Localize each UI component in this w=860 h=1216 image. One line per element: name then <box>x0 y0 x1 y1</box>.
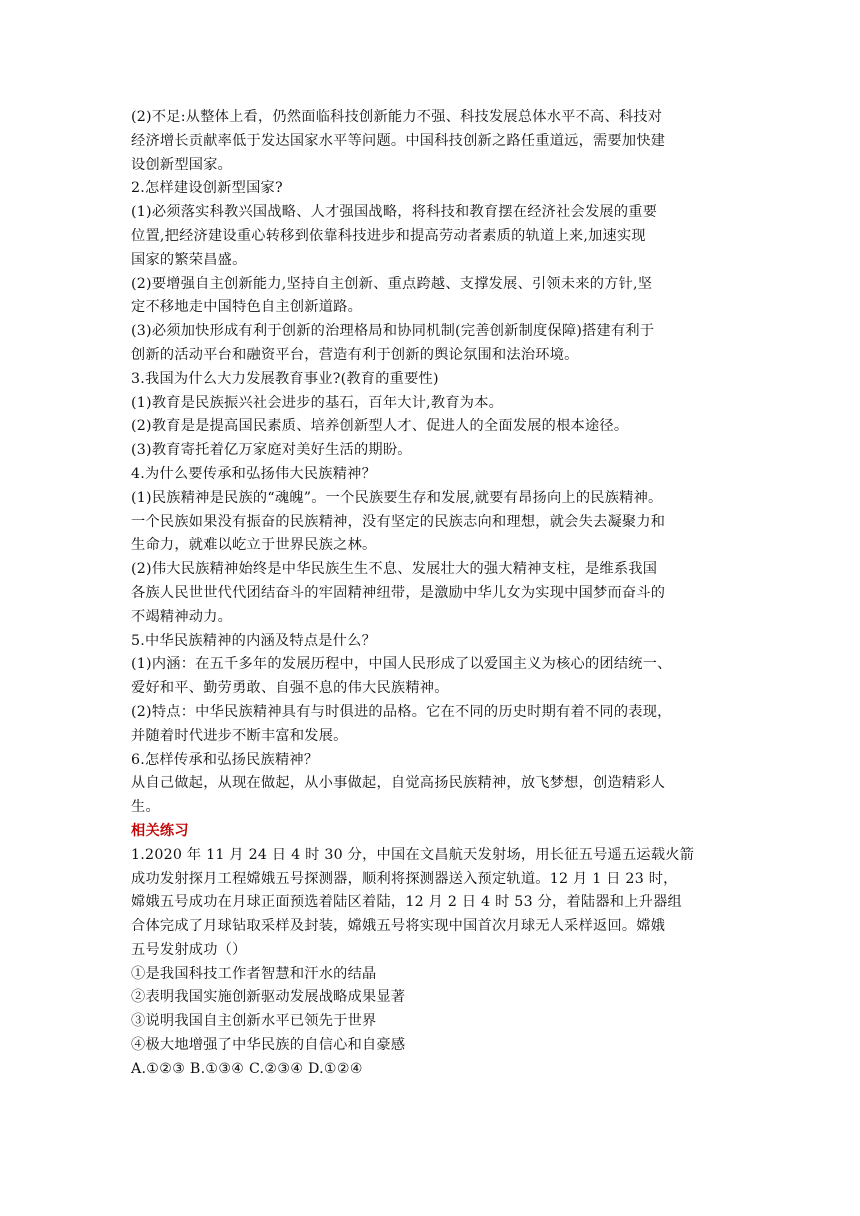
text-line: 设创新型国家。 <box>131 156 233 173</box>
practice-heading: 相关练习 <box>131 822 189 839</box>
text-line: (2)教育是是提高国民素质、培养创新型人才、促进人的全面发展的根本途径。 <box>131 418 629 435</box>
text-line: 位置,把经济建设重心转移到依靠科技进步和提高劳动者素质的轨道上来,加速实现 <box>131 227 646 244</box>
text-line: 爱好和平、勤劳勇敢、自强不息的伟大民族精神。 <box>131 680 449 697</box>
practice-question <box>131 844 731 1082</box>
question-line: ①是我国科技工作者智慧和汗水的结晶 <box>131 965 377 982</box>
text-line: 从自己做起，从现在做起，从小事做起，自觉高扬民族精神，放飞梦想，创造精彩人 <box>131 775 666 792</box>
text-line: (2)伟大民族精神始终是中华民族生生不息、发展壮大的强大精神支柱，是维系我国 <box>131 561 658 578</box>
text-line: 创新的活动平台和融资平台，营造有利于创新的舆论氛围和法治环境。 <box>131 346 579 363</box>
question-line: ④极大地增强了中华民族的自信心和自豪感 <box>131 1037 406 1054</box>
text-line: 生。 <box>131 799 160 816</box>
text-line: (2)不足:从整体上看，仍然面临科技创新能力不强、科技发展总体水平不高、科技对 <box>131 109 663 125</box>
text-line: 并随着时代进步不断丰富和发展。 <box>131 727 348 744</box>
text-line: (2)要增强自主创新能力,坚持自主创新、重点跨越、支撑发展、引领未来的方针,坚 <box>131 275 653 292</box>
text-line: 不竭精神动力。 <box>131 608 233 625</box>
text-line: (3)教育寄托着亿万家庭对美好生活的期盼。 <box>131 442 412 459</box>
text-line: 生命力，就难以屹立于世界民族之林。 <box>131 537 377 554</box>
text-line: 2.怎样建设创新型国家? <box>131 180 283 197</box>
text-line: 定不移地走中国特色自主创新道路。 <box>131 299 363 316</box>
text-line: (1)内涵：在五千多年的发展历程中，中国人民形成了以爱国主义为核心的团结统一、 <box>131 656 672 673</box>
text-line: (1)必须落实科教兴国战略、人才强国战略，将科技和教育摆在经济社会发展的重要 <box>131 204 658 221</box>
text-line: 一个民族如果没有振奋的民族精神，没有坚定的民族志向和理想，就会失去凝聚力和 <box>131 513 666 530</box>
question-line: A.①②③ B.①③④ C.②③④ D.①②④ <box>131 1060 363 1077</box>
text-line: 各族人民世世代代团结奋斗的牢固精神纽带，是激励中华儿女为实现中国梦而奋斗的 <box>131 584 666 601</box>
text-line: 经济增长贡献率低于发达国家水平等问题。中国科技创新之路任重道远，需要加快建 <box>131 132 666 149</box>
question-line: 1.2020 年 11 月 24 日 4 时 30 分，中国在文昌航天发射场，用长征五号遥五运载火箭 <box>131 846 695 863</box>
question-line: 五号发射成功（） <box>131 941 247 958</box>
question-line: ③说明我国自主创新水平已领先于世界 <box>131 1013 377 1030</box>
question-line: 成功发射探月工程嫦娥五号探测器，顺利将探测器送入预定轨道。12 月 1 日 23 时， <box>131 870 678 887</box>
document-body <box>131 106 731 1082</box>
question-line: 嫦娥五号成功在月球正面预选着陆区着陆，12 月 2 日 4 时 53 分，着陆器和上升器组 <box>131 894 682 911</box>
text-line: (3)必须加快形成有利于创新的治理格局和协同机制(完善创新制度保障)搭建有利于 <box>131 323 655 340</box>
text-line: 5.中华民族精神的内涵及特点是什么？ <box>131 632 377 649</box>
question-line: 合体完成了月球钻取采样及封装，嫦娥五号将实现中国首次月球无人采样返回。嫦娥 <box>131 918 666 935</box>
question-line: ②表明我国实施创新驱动发展战略成果显著 <box>131 989 406 1006</box>
study-notes <box>131 106 731 820</box>
text-line: (1)教育是民族振兴社会进步的基石，百年大计,教育为本。 <box>131 394 504 411</box>
text-line: (2)特点：中华民族精神具有与时俱进的品格。它在不同的历史时期有着不同的表现， <box>131 703 672 720</box>
text-line: 6.怎样传承和弘扬民族精神？ <box>131 751 319 768</box>
text-line: (1)民族精神是民族的“魂魄”。一个民族要生存和发展,就要有昂扬向上的民族精神。 <box>131 489 663 506</box>
text-line: 3.我国为什么大力发展教育事业?(教育的重要性) <box>131 370 439 387</box>
text-line: 4.为什么要传承和弘扬伟大民族精神？ <box>131 465 377 482</box>
text-line: 国家的繁荣昌盛。 <box>131 251 247 268</box>
